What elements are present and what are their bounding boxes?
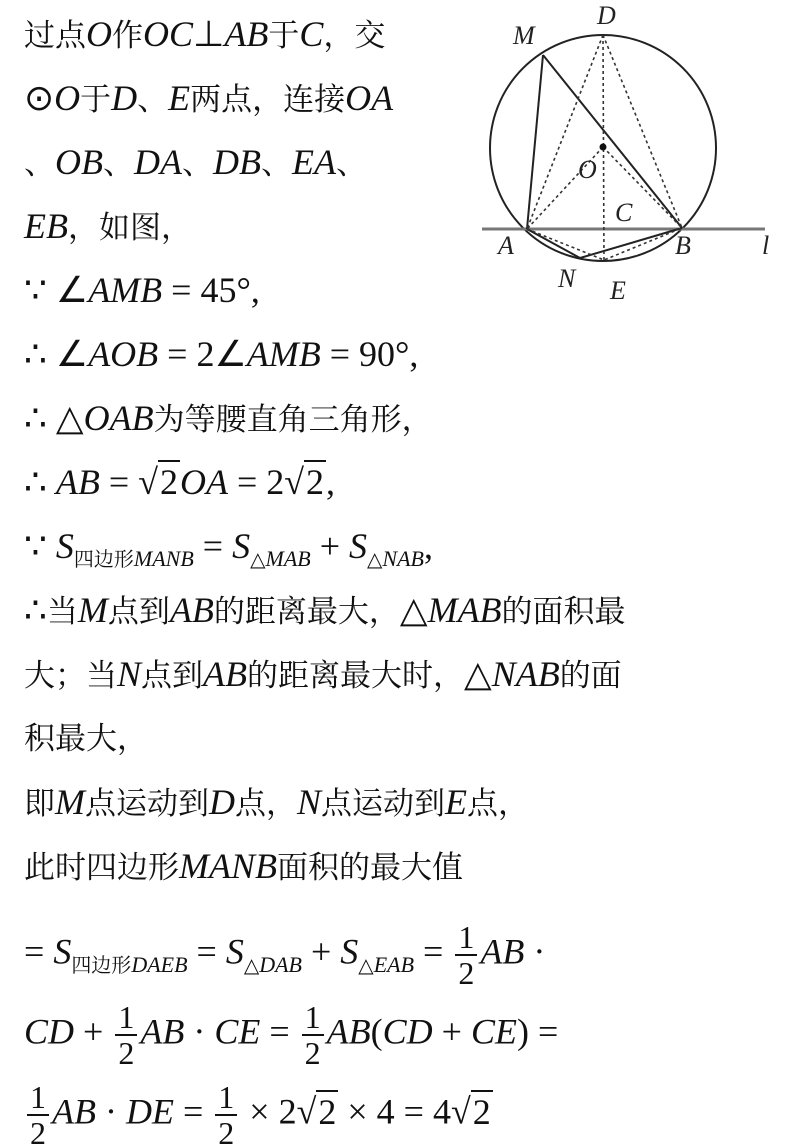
segment-mb [543, 55, 682, 228]
radicand: 2 [306, 462, 325, 502]
math-variable: S [340, 931, 359, 972]
math-variable: OA [345, 78, 394, 118]
math-symbol: = 2 [227, 462, 285, 502]
text: 为等腰直角三角形， [153, 402, 433, 438]
label-o: O [578, 155, 597, 184]
math-variable: AB [55, 462, 100, 502]
math-symbol: = 2∠ [158, 334, 247, 374]
numerator: 1 [115, 1000, 137, 1036]
math-symbol: ⊙ [24, 78, 55, 118]
math-variable: AB [140, 1011, 185, 1052]
subscript-vars: MAB [265, 546, 311, 571]
math-symbol: ⊥ [193, 14, 225, 54]
label-m: M [513, 21, 535, 50]
math-variable: AMB [88, 270, 163, 310]
text: 点运动到 [321, 786, 446, 822]
math-symbol: + [301, 931, 341, 972]
math-variable: OB [55, 142, 103, 182]
text-line [24, 142, 367, 184]
math-symbol: · [95, 1091, 126, 1132]
subscript-text: △ [250, 547, 266, 571]
math-variable: AB [326, 1011, 371, 1052]
text: 点， [235, 786, 297, 822]
math-variable: EB [24, 206, 68, 246]
text-line [24, 654, 622, 696]
text: 的距离最大时， [247, 658, 464, 694]
math-symbol: , [423, 526, 433, 566]
text-line [24, 920, 545, 990]
radicand: 2 [318, 1091, 337, 1132]
radical-sign: √ [284, 462, 305, 502]
label-n: N [558, 264, 576, 293]
subscript-vars: EAB [373, 951, 415, 977]
subscript-vars: DAEB [131, 951, 188, 977]
label-a: A [498, 231, 514, 260]
subscript [367, 547, 424, 571]
math-symbol: ∵ ∠ [24, 270, 89, 310]
square-root [451, 1090, 493, 1132]
math-variable: M [77, 590, 108, 630]
label-e: E [610, 276, 626, 300]
numerator: 1 [215, 1080, 237, 1116]
text: 、 [24, 146, 55, 182]
denominator: 2 [458, 955, 475, 991]
text: 的面 [559, 658, 622, 694]
math-symbol: = [260, 1011, 299, 1052]
math-symbol: + [74, 1011, 113, 1052]
math-symbol: = [99, 462, 139, 502]
math-symbol: · [184, 1011, 215, 1052]
subscript [358, 953, 414, 977]
math-variable: O [86, 14, 112, 54]
fraction [455, 920, 477, 990]
math-symbol: △ [464, 654, 492, 694]
math-variable: S [55, 526, 74, 566]
text: ，交 [323, 18, 386, 54]
subscript-vars: MANB [133, 546, 194, 571]
text: 的面积最 [501, 594, 626, 630]
subscript-text: 四边形 [73, 547, 134, 571]
numerator: 1 [27, 1080, 49, 1116]
text-line [24, 206, 192, 248]
math-variable: DB [213, 142, 261, 182]
math-variable: S [232, 526, 251, 566]
text-line [24, 846, 463, 888]
segment-aeb [527, 228, 682, 260]
text: 大；当 [24, 658, 117, 694]
math-symbol: = [414, 931, 453, 972]
math-variable: OC [143, 14, 194, 54]
math-variable: S [53, 931, 72, 972]
math-symbol: × 4 = 4 [338, 1091, 451, 1132]
square-root [284, 460, 326, 502]
math-symbol: = 45°, [162, 270, 260, 310]
math-variable: AB [224, 14, 269, 54]
math-variable: O [54, 78, 81, 118]
text: ，如图， [67, 210, 192, 246]
subscript-vars: DAB [259, 951, 302, 977]
text-line [24, 718, 148, 759]
radical-sign: √ [138, 462, 158, 502]
subscript [74, 547, 194, 571]
text: 于 [268, 18, 300, 54]
math-variable: MAB [427, 590, 502, 630]
fraction [215, 1080, 237, 1144]
radicand: 2 [159, 462, 178, 502]
math-symbol: ∴ ∠ [24, 334, 89, 374]
math-variable: CE [214, 1011, 261, 1052]
denominator: 2 [118, 1035, 135, 1071]
subscript [71, 953, 187, 977]
segment-ma [527, 55, 543, 229]
math-variable: CD [24, 1011, 75, 1052]
numerator: 1 [455, 920, 477, 956]
square-root [138, 460, 180, 502]
text: 点到 [141, 658, 204, 694]
point-o [600, 144, 607, 151]
math-variable: AB [52, 1091, 96, 1132]
subscript-text: 四边形 [71, 952, 132, 977]
math-variable: CE [470, 1011, 517, 1052]
text: 过点 [24, 18, 86, 54]
fraction [27, 1080, 49, 1144]
text: 点运动到 [85, 786, 209, 822]
math-variable: D [209, 782, 235, 822]
math-symbol: △ [399, 590, 428, 630]
math-variable: AMB [246, 334, 321, 374]
math-variable: E [445, 782, 468, 822]
math-variable: NAB [491, 654, 560, 694]
text: 、 [103, 146, 134, 182]
math-symbol: , [326, 462, 336, 502]
math-symbol: × 2 [240, 1091, 297, 1132]
text-line [24, 14, 385, 56]
math-symbol: ∴ △ [24, 398, 84, 438]
radicand: 2 [472, 1091, 491, 1132]
math-symbol: ∴ [24, 590, 47, 630]
denominator: 2 [218, 1115, 235, 1144]
subscript-text: △ [358, 952, 374, 977]
subscript-text: △ [367, 547, 383, 571]
subscript [250, 547, 311, 571]
math-variable: S [349, 526, 368, 566]
text: 点， [467, 786, 530, 822]
text-line [24, 78, 393, 120]
text-line [24, 590, 626, 632]
math-symbol: + [432, 1011, 471, 1052]
math-variable: S [225, 931, 244, 972]
math-symbol: · [524, 931, 546, 972]
math-variable: EA [292, 142, 336, 182]
math-symbol: = [173, 1091, 213, 1132]
text: 点到 [107, 594, 170, 630]
subscript-vars: NAB [382, 546, 424, 571]
text-line [24, 334, 418, 375]
math-variable: M [55, 782, 85, 822]
radical-sign: √ [296, 1091, 317, 1132]
math-symbol: = [187, 931, 226, 972]
segment-da [527, 35, 603, 229]
text: 积最大， [24, 721, 148, 757]
text: 、 [182, 146, 213, 182]
text: 即 [24, 786, 55, 822]
label-b: B [675, 231, 691, 260]
numerator: 1 [302, 1000, 324, 1036]
math-variable: N [297, 782, 322, 822]
fraction [302, 1000, 324, 1070]
text: 、 [335, 146, 367, 182]
text-line [24, 526, 433, 579]
denominator: 2 [304, 1035, 321, 1071]
text: 两点，连接 [190, 82, 346, 118]
text: 当 [46, 594, 78, 630]
math-symbol: ) = [516, 1011, 559, 1052]
math-variable: OAB [83, 398, 154, 438]
text-line [24, 462, 335, 503]
text: 、 [137, 82, 169, 118]
math-variable: OA [179, 462, 228, 502]
math-variable: DE [125, 1091, 174, 1132]
math-variable: D [111, 78, 138, 118]
text: 的距离最大， [213, 594, 400, 630]
text: 面积的最大值 [276, 850, 463, 886]
math-variable: N [117, 654, 142, 694]
math-symbol: = 90°, [320, 334, 419, 374]
math-variable: AB [169, 590, 214, 630]
text: 此时四边形 [24, 850, 179, 886]
text-line [24, 1000, 558, 1070]
math-symbol: = [24, 931, 54, 972]
fraction [115, 1000, 137, 1070]
math-symbol: ( [370, 1011, 383, 1052]
denominator: 2 [30, 1115, 46, 1144]
math-symbol: ∵ [24, 526, 56, 566]
text: 作 [112, 18, 143, 54]
square-root [297, 1090, 339, 1132]
label-c: C [615, 198, 633, 227]
text-line [24, 782, 529, 824]
label-l: l [762, 231, 770, 260]
math-variable: AOB [88, 334, 159, 374]
math-symbol: + [310, 526, 350, 566]
text-line [24, 398, 433, 440]
radical-sign: √ [450, 1091, 471, 1132]
math-variable: CD [382, 1011, 433, 1052]
math-variable: E [168, 78, 191, 118]
math-variable: AB [480, 931, 525, 972]
math-variable: DA [134, 142, 182, 182]
text-line [24, 1080, 493, 1144]
math-variable: MANB [179, 846, 277, 886]
subscript-text: △ [243, 952, 260, 977]
math-variable: AB [203, 654, 247, 694]
text: 、 [261, 146, 292, 182]
math-variable: C [299, 14, 324, 54]
label-d: D [597, 1, 616, 30]
text-line [24, 270, 260, 311]
math-symbol: = [193, 526, 233, 566]
subscript [244, 953, 302, 977]
math-symbol: ∴ [24, 462, 56, 502]
text: 于 [80, 82, 112, 118]
